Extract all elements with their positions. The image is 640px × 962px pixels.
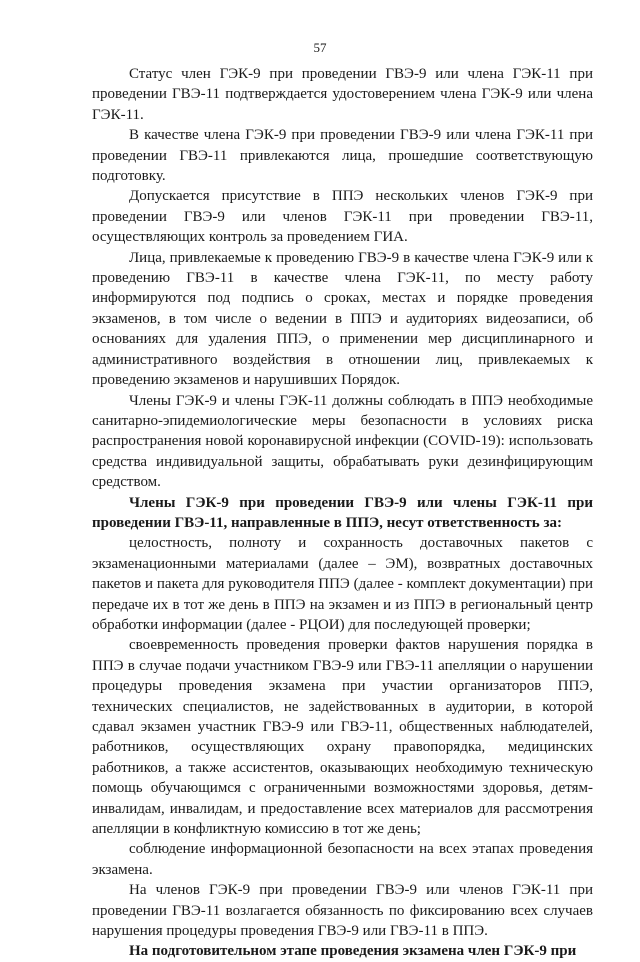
- paragraph-multiple-members: Допускается присутствие в ППЭ нескольких членов ГЭК-9 при проведении ГВЭ-9 или членов ГЭК-11 при проведении ГВЭ-11, осуществляющих контроль за проведением ГИА.: [92, 188, 593, 246]
- paragraph-info-security: соблюдение информационной безопасности на всех этапах проведения экзамена.: [92, 841, 593, 878]
- paragraph-members-informed: Лица, привлекаемые к проведению ГВЭ-9 в качестве члена ГЭК-9 или к проведению ГВЭ-11 в качестве члена ГЭК-11, по месту работу информируются под подпись о сроках, местах и порядке проведения экзаменов, в том числе о ведении в ППЭ и аудиториях видеозаписи, об основаниях для удаления ППЭ, о применении мер дисциплинарного и административного воздействия в отношении лиц, привлекаемых к проведению экзаменов и нарушивших Порядок.: [92, 249, 593, 389]
- page-number: 57: [313, 40, 327, 55]
- paragraph-sanitary-measures: Члены ГЭК-9 и члены ГЭК-11 должны соблюдать в ППЭ необходимые санитарно-эпидемиологические меры безопасности в условиях риска распространения новой коронавирусной инфекции (COVID-19): использовать средства индивидуальной защиты, обрабатывать руки дезинфицирующим средством.: [92, 392, 593, 491]
- paragraph-member-qualification: В качестве члена ГЭК-9 при проведении ГВЭ-9 или члена ГЭК-11 при проведении ГВЭ-11 привлекаются лица, прошедшие соответствующую подготовку.: [92, 127, 593, 185]
- document-body: [92, 64, 593, 962]
- paragraph-preparation-stage-heading: На подготовительном этапе проведения экзамена член ГЭК-9 при: [129, 943, 577, 960]
- paragraph-appeal-check: своевременность проведения проверки фактов нарушения порядка в ППЭ в случае подачи участником ГВЭ-9 или ГВЭ-11 апелляции о нарушении процедуры проведения экзамена при участии организаторов ППЭ, технических специалистов, не задействованных в аудитории, в которой сдавал экзамен участник ГВЭ-9 или ГВЭ-11, общественных наблюдателей, работников, осуществляющих охрану правопорядка, медицинских работников, а также ассистентов, оказывающих необходимую техническую помощь обучающимся с ограниченными возможностями здоровья, детям-инвалидам, инвалидам, и предоставление всех материалов для рассмотрения апелляции в конфликтную комиссию в тот же день;: [92, 637, 593, 838]
- paragraph-violation-recording: На членов ГЭК-9 при проведении ГВЭ-9 или членов ГЭК-11 при проведении ГВЭ-11 возлагается обязанность по фиксированию всех случаев нарушения процедуры проведения ГВЭ-9 или ГВЭ-11 в ППЭ.: [92, 882, 593, 940]
- paragraph-responsibility-heading: Члены ГЭК-9 при проведении ГВЭ-9 или члены ГЭК-11 при проведении ГВЭ-11, направленные в ППЭ, несут ответственность за:: [92, 494, 593, 531]
- paragraph-member-status: Статус член ГЭК-9 при проведении ГВЭ-9 или члена ГЭК-11 при проведении ГВЭ-11 подтверждается удостоверением члена ГЭК-9 или члена ГЭК-11.: [92, 66, 593, 123]
- paragraph-integrity-of-packages: целостность, полноту и сохранность доставочных пакетов с экзаменационными материалами (далее – ЭМ), возвратных доставочных пакетов и пакета для руководителя ППЭ (далее - комплект документации) при передаче их в тот же день в ППЭ на экзамен и из ППЭ в региональный центр обработки информации (далее - РЦОИ) для последующей проверки;: [92, 535, 593, 633]
